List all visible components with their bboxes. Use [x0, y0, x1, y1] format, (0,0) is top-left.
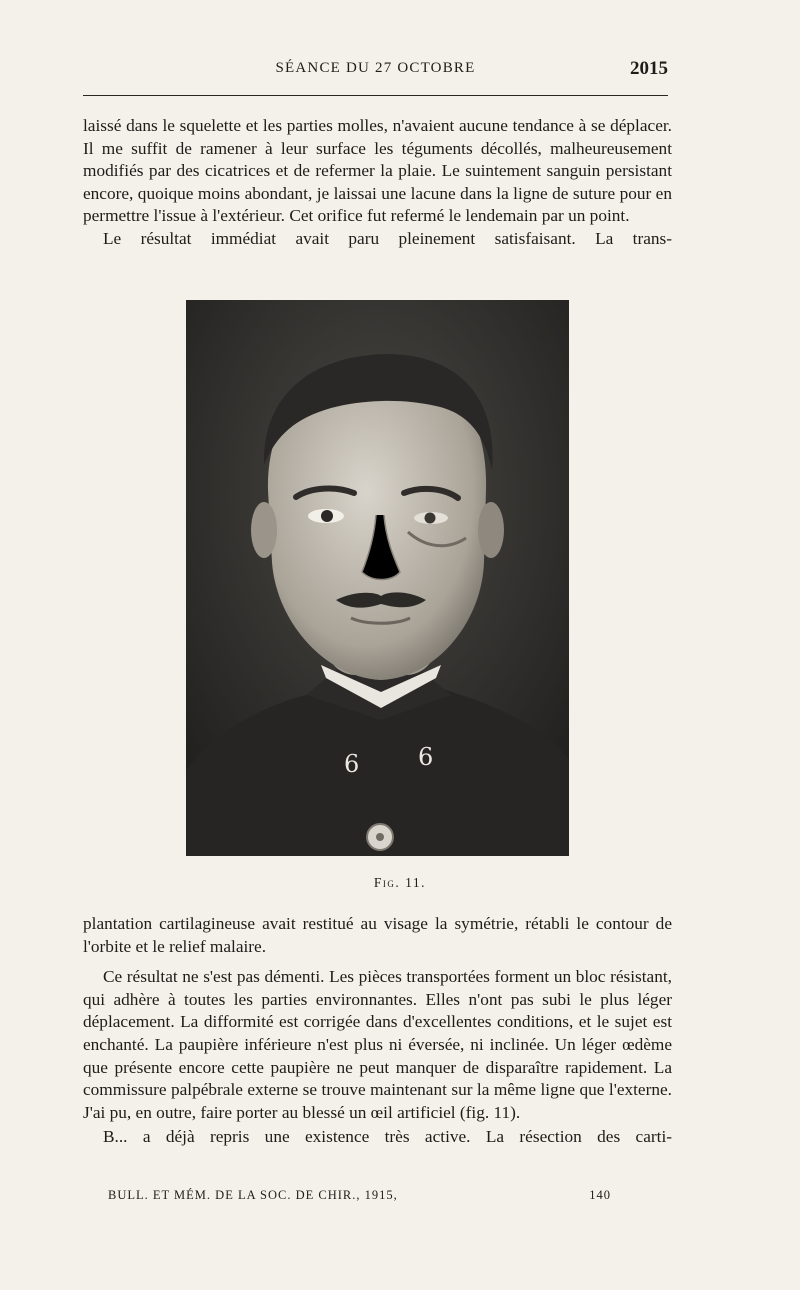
paragraph-3: plantation cartilagineuse avait restitué au visage la symétrie, rétabli le contour de l'orbite et le relief malaire. [83, 914, 672, 956]
text-block-top [83, 115, 672, 251]
page-footer [108, 1188, 611, 1208]
figure-caption: Fig. 11. [373, 875, 427, 890]
button-center [376, 833, 384, 841]
paragraph-1: laissé dans le squelette et les parties molles, n'avaient aucune tendance à se déplacer. Il me suffit de ramener à leur surface les téguments décollés, malheureusement modifiés par des cicatrices et de refermer la plaie. Le suintement sanguin persistant encore, quoique moins abondant, je laissai une lacune dans la ligne de suture pour en permettre l'issue à l'extérieur. Cet orifice fut refermé le lendemain par un point. [83, 116, 672, 226]
text-block-bottom [83, 913, 672, 1149]
left-ear [251, 502, 277, 558]
collar-mark-left: 6 [344, 750, 360, 778]
right-ear [478, 502, 504, 558]
figure-photograph [186, 300, 569, 856]
paragraph-5: B... a déjà repris une existence très active. La résection des carti- [103, 1127, 672, 1147]
sheet-number: 140 [589, 1188, 611, 1202]
footer-signature: BULL. ET MÉM. DE LA SOC. DE CHIR., 1915, [108, 1188, 398, 1202]
running-head [83, 58, 668, 88]
portrait-photo [186, 300, 569, 856]
paragraph-2: Le résultat immédiat avait paru pleinement satisfaisant. La trans- [103, 228, 672, 248]
collar-mark-right: 6 [418, 743, 434, 771]
running-title: SÉANCE DU 27 OCTOBRE [275, 60, 476, 76]
paragraph-4: Ce résultat ne s'est pas démenti. Les pièces transportées forment un bloc résistant, qui adhère à toutes les parties environnantes. Elles n'ont pas subi le plus léger déplacement. La difformité est corrigée dans d'excellentes conditions, et le sujet est enchanté. La paupière inférieure n'est plus ni éversée, ni inclinée. Un léger œdème que présente encore cette paupière ne peut manquer de disparaître rapidement. La commissure palpébrale externe se trouve maintenant sur la même ligne que l'externe. J'ai pu, en outre, faire porter au blessé un œil artificiel (fig. 11). [83, 967, 672, 1122]
header-rule [83, 95, 668, 96]
right-pupil [425, 513, 436, 524]
left-pupil [321, 510, 333, 522]
page-number: 2015 [630, 58, 668, 79]
